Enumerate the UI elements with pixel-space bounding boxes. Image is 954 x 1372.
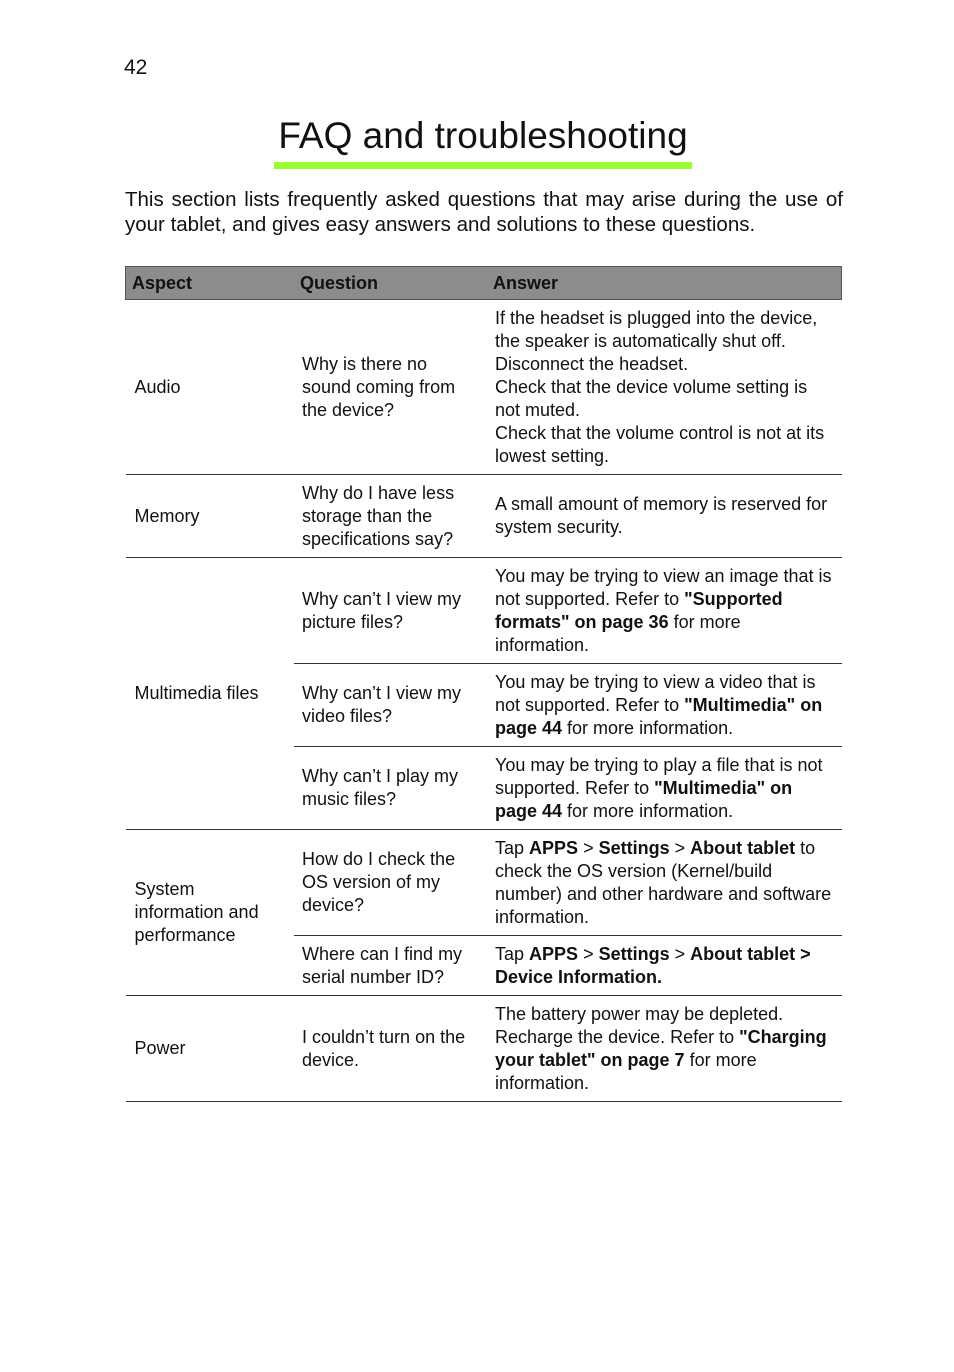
table-row-multimedia-picture — [126, 558, 842, 664]
answer-cell: A small amount of memory is reserved for system security. — [487, 475, 842, 558]
menu-path-about: About tablet > Device Information. — [495, 943, 811, 987]
page-reference: "Supported formats" on page 36 — [495, 588, 783, 632]
page-reference: "Multimedia" on page 44 — [495, 694, 823, 738]
table-row-system-os — [126, 830, 842, 936]
answer-cell — [487, 558, 842, 664]
answer-text: Tap — [495, 943, 530, 964]
path-separator: > — [578, 943, 599, 964]
answer-cell — [487, 300, 842, 475]
page-reference: "Multimedia" on page 44 — [495, 777, 793, 821]
header-question: Question — [294, 267, 487, 300]
answer-cell — [487, 936, 842, 996]
menu-path-settings: Settings — [598, 943, 670, 964]
question-cell: Where can I find my serial number ID? — [294, 936, 487, 996]
answer-line: If the headset is plugged into the device, the speaker is automatically shut off. Disconnect the headset. — [495, 307, 818, 374]
answer-text: for more information. — [495, 1049, 757, 1093]
menu-path-apps: APPS — [529, 943, 579, 964]
answer-text: for more information. — [495, 611, 741, 655]
menu-path-apps: APPS — [529, 837, 579, 858]
answer-text: Tap — [495, 837, 530, 858]
page-title: FAQ and troubleshooting — [278, 115, 688, 156]
page-number: 42 — [124, 56, 148, 79]
faq-table — [125, 266, 842, 1102]
aspect-cell: Audio — [126, 300, 295, 475]
aspect-cell: System information and performance — [126, 830, 295, 996]
path-separator: > — [669, 943, 691, 964]
path-separator: > — [669, 837, 691, 858]
header-answer: Answer — [487, 267, 842, 300]
answer-text: You may be trying to play a file that is not supported. Refer to — [495, 754, 823, 798]
page-reference: "Charging your tablet" on page 7 — [495, 1026, 827, 1070]
answer-text: You may be trying to view a video that is not supported. Refer to — [495, 671, 816, 715]
menu-path-about: About tablet — [690, 837, 796, 858]
question-cell: I couldn’t turn on the device. — [294, 996, 487, 1102]
answer-text: You may be trying to view an image that is not supported. Refer to — [495, 565, 832, 609]
path-separator: > — [578, 837, 599, 858]
question-cell: Why can’t I play my music files? — [294, 747, 487, 830]
answer-cell — [487, 664, 842, 747]
menu-path-settings: Settings — [598, 837, 670, 858]
title-block — [274, 114, 692, 158]
question-cell: Why is there no sound coming from the device? — [294, 300, 487, 475]
answer-text: to check the OS version (Kernel/build number) and other hardware and software information. — [495, 837, 832, 927]
aspect-cell: Multimedia files — [126, 558, 295, 830]
question-cell: Why do I have less storage than the specifications say? — [294, 475, 487, 558]
title-underline — [274, 162, 692, 169]
table-row-audio — [126, 300, 842, 475]
question-cell: Why can’t I view my picture files? — [294, 558, 487, 664]
answer-cell — [487, 996, 842, 1102]
question-cell: Why can’t I view my video files? — [294, 664, 487, 747]
aspect-cell: Power — [126, 996, 295, 1102]
question-cell: How do I check the OS version of my device? — [294, 830, 487, 936]
answer-line: Check that the device volume setting is not muted. — [495, 376, 808, 420]
answer-cell — [487, 830, 842, 936]
table-row-power — [126, 996, 842, 1102]
answer-text: for more information. — [562, 717, 734, 738]
answer-line: Check that the volume control is not at its lowest setting. — [495, 422, 825, 466]
aspect-cell: Memory — [126, 475, 295, 558]
answer-text: The battery power may be depleted. Recharge the device. Refer to — [495, 1003, 784, 1047]
answer-text: for more information. — [562, 800, 734, 821]
header-aspect: Aspect — [126, 267, 295, 300]
table-header-row — [126, 267, 842, 300]
intro-paragraph: This section lists frequently asked questions that may arise during the use of your tablet, and gives easy answers and solutions to these questions. — [125, 188, 843, 236]
table-row-memory — [126, 475, 842, 558]
answer-cell — [487, 747, 842, 830]
